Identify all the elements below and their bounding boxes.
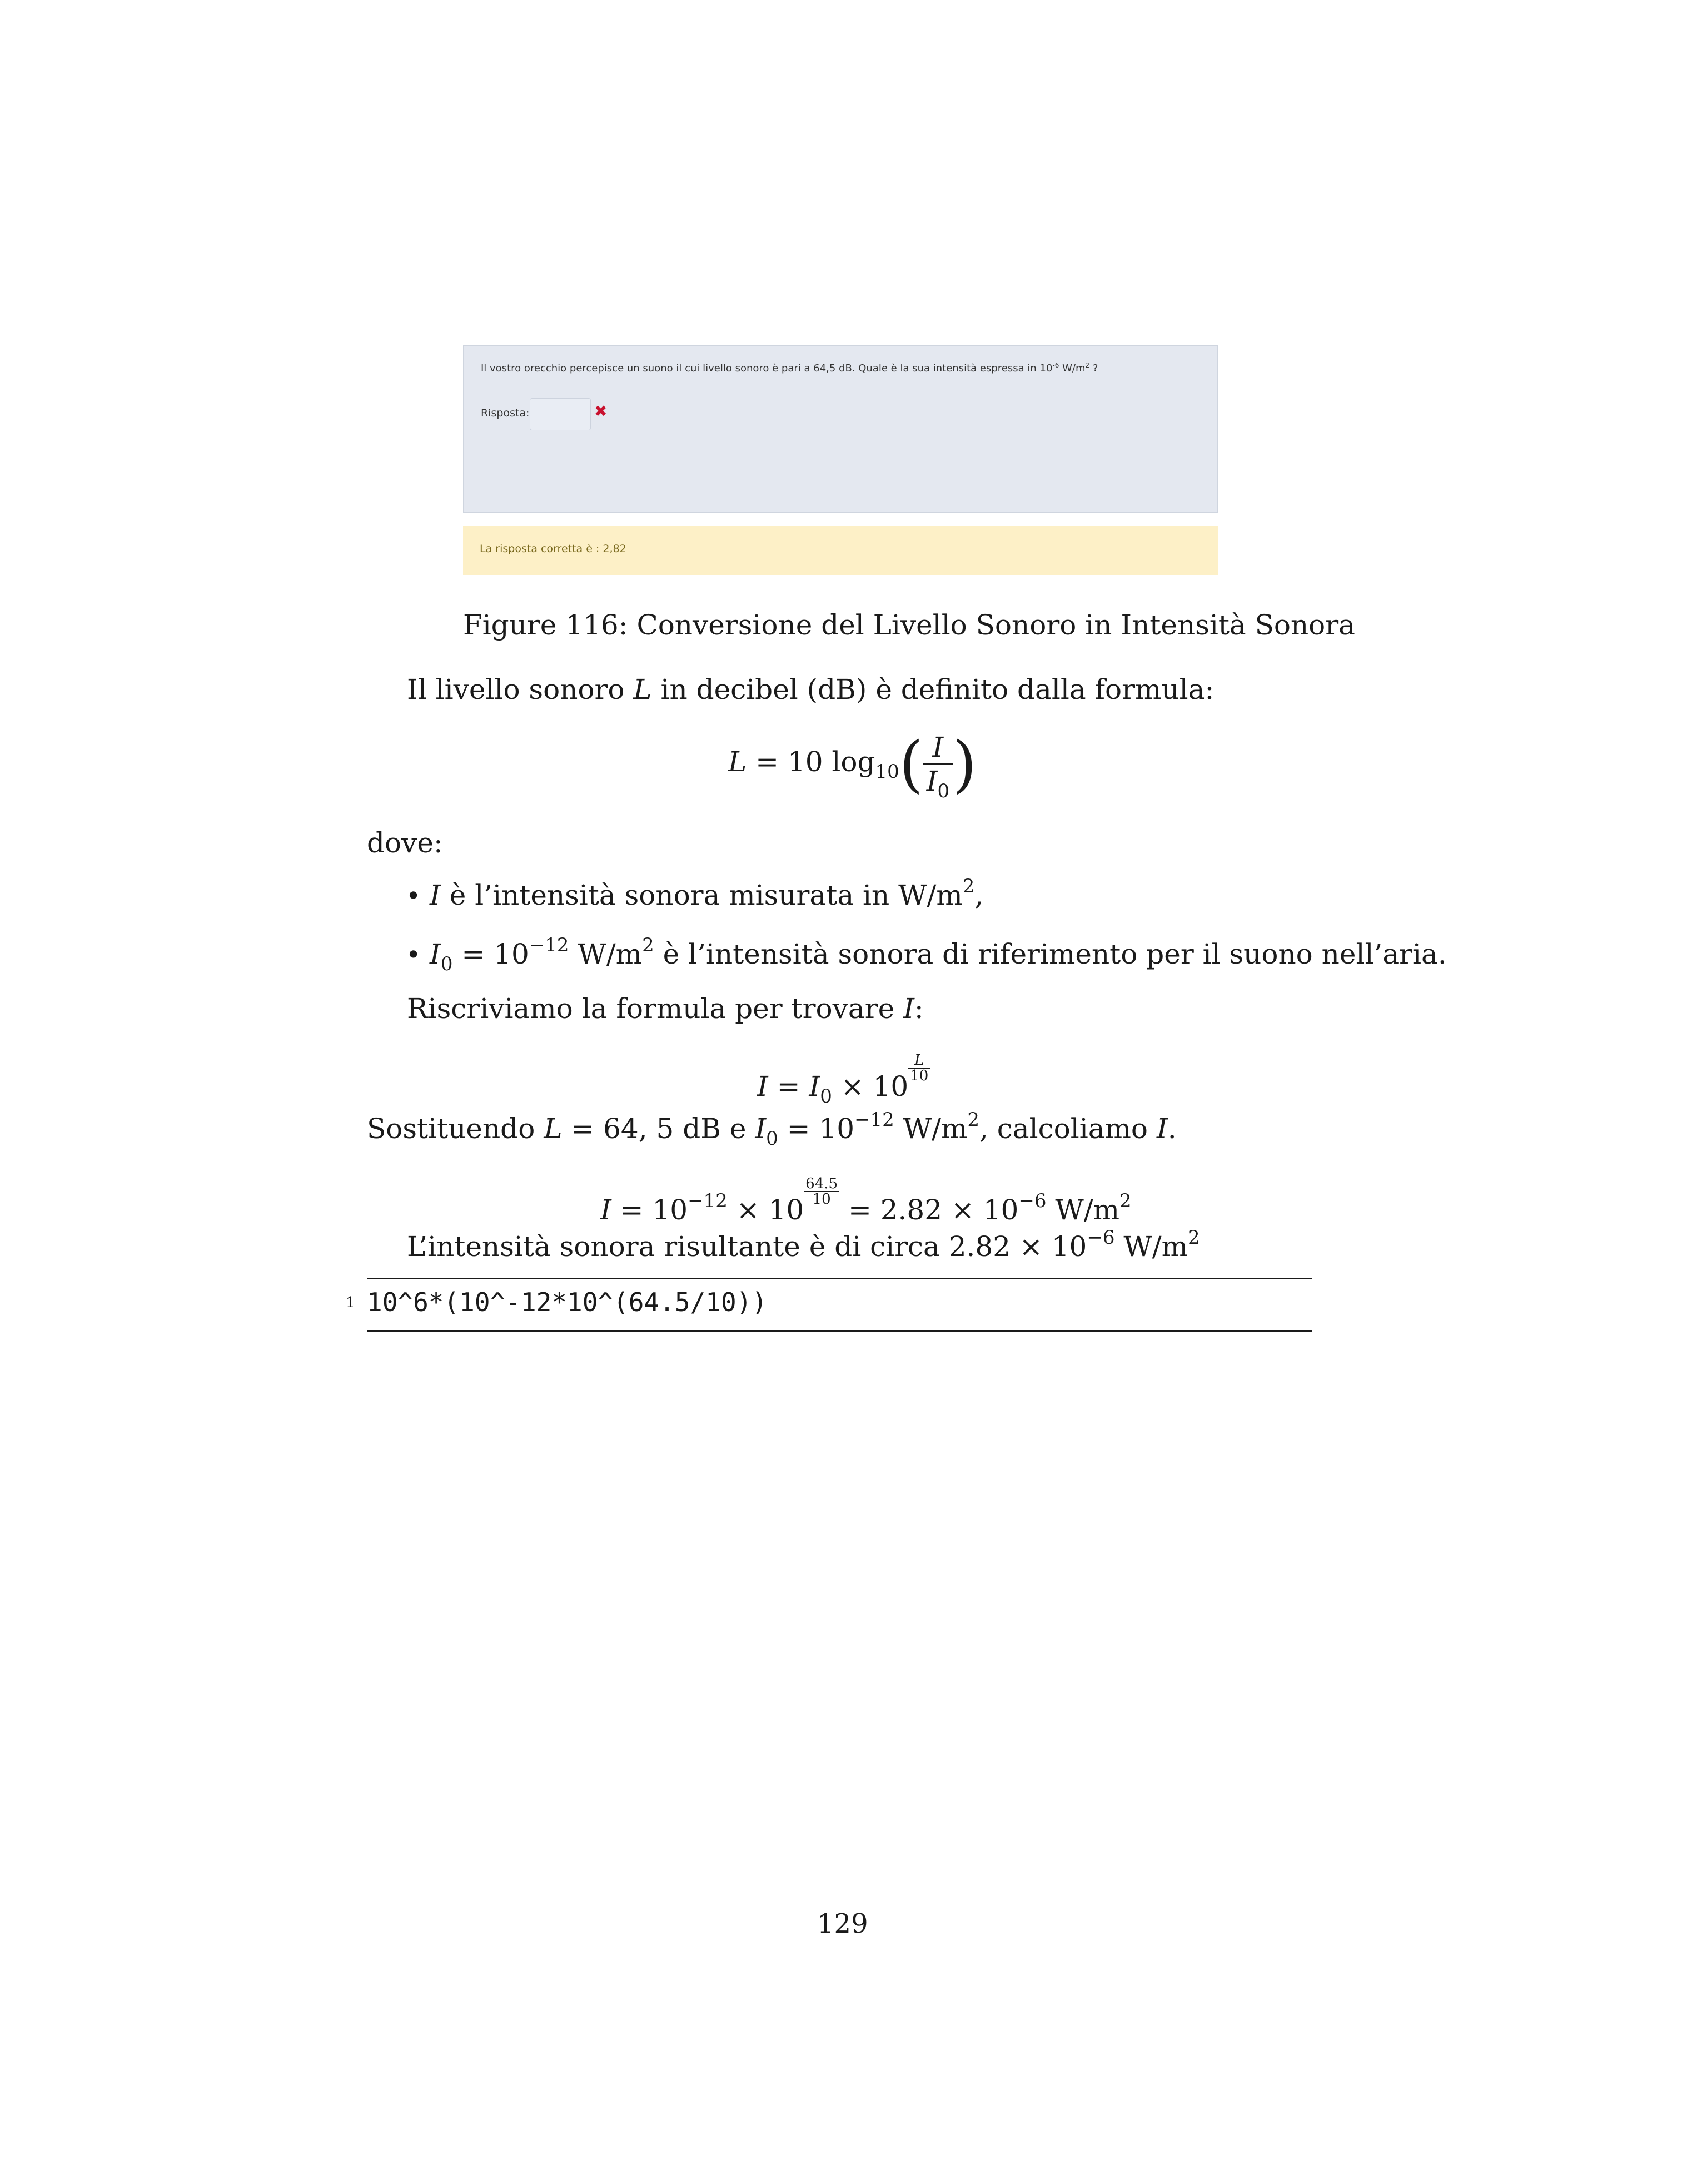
rewrite-paragraph (407, 992, 924, 1025)
substitute-mid1: = 64, 5 dB e (562, 1113, 755, 1145)
formula3-lhs: I (600, 1194, 611, 1226)
formula2-exp-den: 10 (908, 1068, 930, 1083)
bullet2-text: è l’intensità sonora di riferimento per il suono nell’aria. (654, 938, 1447, 970)
bullet-item-1 (406, 875, 984, 912)
bullet2-var-sub: 0 (440, 953, 453, 975)
bullet-dot: • (406, 881, 421, 911)
quiz-question (481, 361, 1098, 374)
rewrite-suffix: : (914, 992, 924, 1025)
formula1-lhs: L (728, 746, 747, 778)
code-bottom-rule (367, 1330, 1312, 1332)
formula3-exp3: −6 (1018, 1190, 1047, 1212)
quiz-screenshot-panel (463, 345, 1218, 513)
quiz-question-unit-exponent: 2 (1085, 361, 1090, 369)
formula3-part3: = 2.82 × 10 (839, 1194, 1019, 1226)
substitute-var2: I (1156, 1113, 1168, 1145)
formula1-open-paren: ( (899, 728, 923, 800)
formula1-denominator (923, 763, 953, 802)
formula3-exponent-fraction (804, 1177, 839, 1207)
formula1-den-sub: 0 (937, 780, 950, 802)
bullet2-var: I (430, 938, 441, 970)
formula3-part2: × 10 (727, 1194, 804, 1226)
formula3-part1: = 10 (611, 1194, 688, 1226)
substitute-prefix: Sostituendo (367, 1113, 544, 1145)
code-top-rule (367, 1278, 1312, 1279)
result-unit-exp: 2 (1188, 1227, 1200, 1249)
formula2-exp-num: L (914, 1052, 924, 1069)
quiz-question-exponent: -6 (1052, 361, 1059, 369)
result-unit: W/m (1114, 1230, 1188, 1263)
bullet-dot: • (406, 940, 421, 970)
code-line: 10^6*(10^-12*10^(64.5/10)) (367, 1287, 768, 1317)
wrong-answer-icon: ✖ (594, 402, 608, 420)
formula1-den-var: I (926, 765, 938, 797)
formula-result-computation (600, 1177, 1132, 1227)
substitute-tail: . (1167, 1113, 1177, 1145)
formula2-eq: = (768, 1070, 809, 1103)
formula2-times: × 10 (832, 1070, 909, 1103)
substitute-i0-sub: 0 (766, 1128, 778, 1150)
formula3-unit-exp: 2 (1119, 1190, 1132, 1212)
bullet2-eq: = 10 (452, 938, 529, 970)
page-number: 129 (817, 1908, 868, 1939)
intro-suffix: in decibel (dB) è definito dalla formula: (651, 673, 1215, 706)
formula1-numerator: I (932, 731, 944, 763)
intro-prefix: Il livello sonoro (407, 673, 634, 706)
substitute-exp: −12 (854, 1109, 894, 1131)
formula1-eq: = 10 log (747, 746, 875, 778)
result-exp: −6 (1087, 1227, 1115, 1249)
bullet1-exp: 2 (962, 875, 975, 897)
code-line-number: 1 (346, 1294, 355, 1311)
intro-paragraph (407, 673, 1214, 706)
result-paragraph (407, 1227, 1200, 1263)
substitute-var: L (544, 1113, 563, 1145)
formula-decibel-level (728, 723, 977, 801)
substitute-unit: W/m (894, 1113, 968, 1145)
correct-answer-feedback: La risposta corretta è : 2,82 (480, 543, 626, 555)
substitute-mid2: = 10 (778, 1113, 855, 1145)
formula1-fraction (923, 731, 953, 802)
rewrite-var: I (903, 992, 914, 1025)
formula3-exp1: −12 (688, 1190, 728, 1212)
substitute-mid3: , calcoliamo (979, 1113, 1157, 1145)
bullet1-text: è l’intensità sonora misurata in W/m (440, 879, 963, 911)
substitute-paragraph (367, 1109, 1177, 1150)
bullet2-eq-exp: −12 (529, 934, 569, 956)
quiz-question-text: Il vostro orecchio percepisce un suono il cui livello sonoro è pari a 64,5 dB. Quale è la sua intensità espressa in 10 (481, 363, 1053, 374)
bullet1-tail: , (974, 879, 984, 911)
rewrite-prefix: Riscriviamo la formula per trovare (407, 992, 904, 1025)
formula-intensity (757, 1052, 930, 1108)
substitute-unit-exp: 2 (967, 1109, 980, 1131)
intro-variable: L (633, 673, 652, 706)
answer-input[interactable] (530, 398, 591, 430)
substitute-i0: I (755, 1113, 767, 1145)
quiz-question-unit: W/m (1059, 363, 1086, 374)
feedback-panel (463, 526, 1218, 575)
formula1-log-base: 10 (875, 761, 899, 783)
dove-label: dove: (367, 827, 443, 859)
formula1-close-paren: ) (953, 728, 977, 800)
formula2-i0: I (809, 1070, 820, 1103)
formula2-i0-sub: 0 (820, 1085, 832, 1108)
bullet-item-2 (406, 934, 1447, 975)
bullet2-unit-exp: 2 (642, 934, 654, 956)
bullet2-unit: W/m (569, 938, 643, 970)
answer-label: Risposta: (481, 407, 530, 419)
formula2-exponent-fraction (908, 1053, 930, 1083)
formula3-exp-den: 10 (804, 1191, 839, 1207)
formula2-lhs: I (757, 1070, 768, 1103)
result-text: L’intensità sonora risultante è di circa 2.82 × 10 (407, 1230, 1087, 1263)
figure-caption: Figure 116: Conversione del Livello Sonoro in Intensità Sonora (463, 609, 1355, 641)
bullet1-var: I (430, 879, 441, 911)
formula3-exp-num: 64.5 (805, 1175, 838, 1192)
formula3-unit: W/m (1046, 1194, 1120, 1226)
quiz-question-suffix: ? (1089, 363, 1098, 374)
